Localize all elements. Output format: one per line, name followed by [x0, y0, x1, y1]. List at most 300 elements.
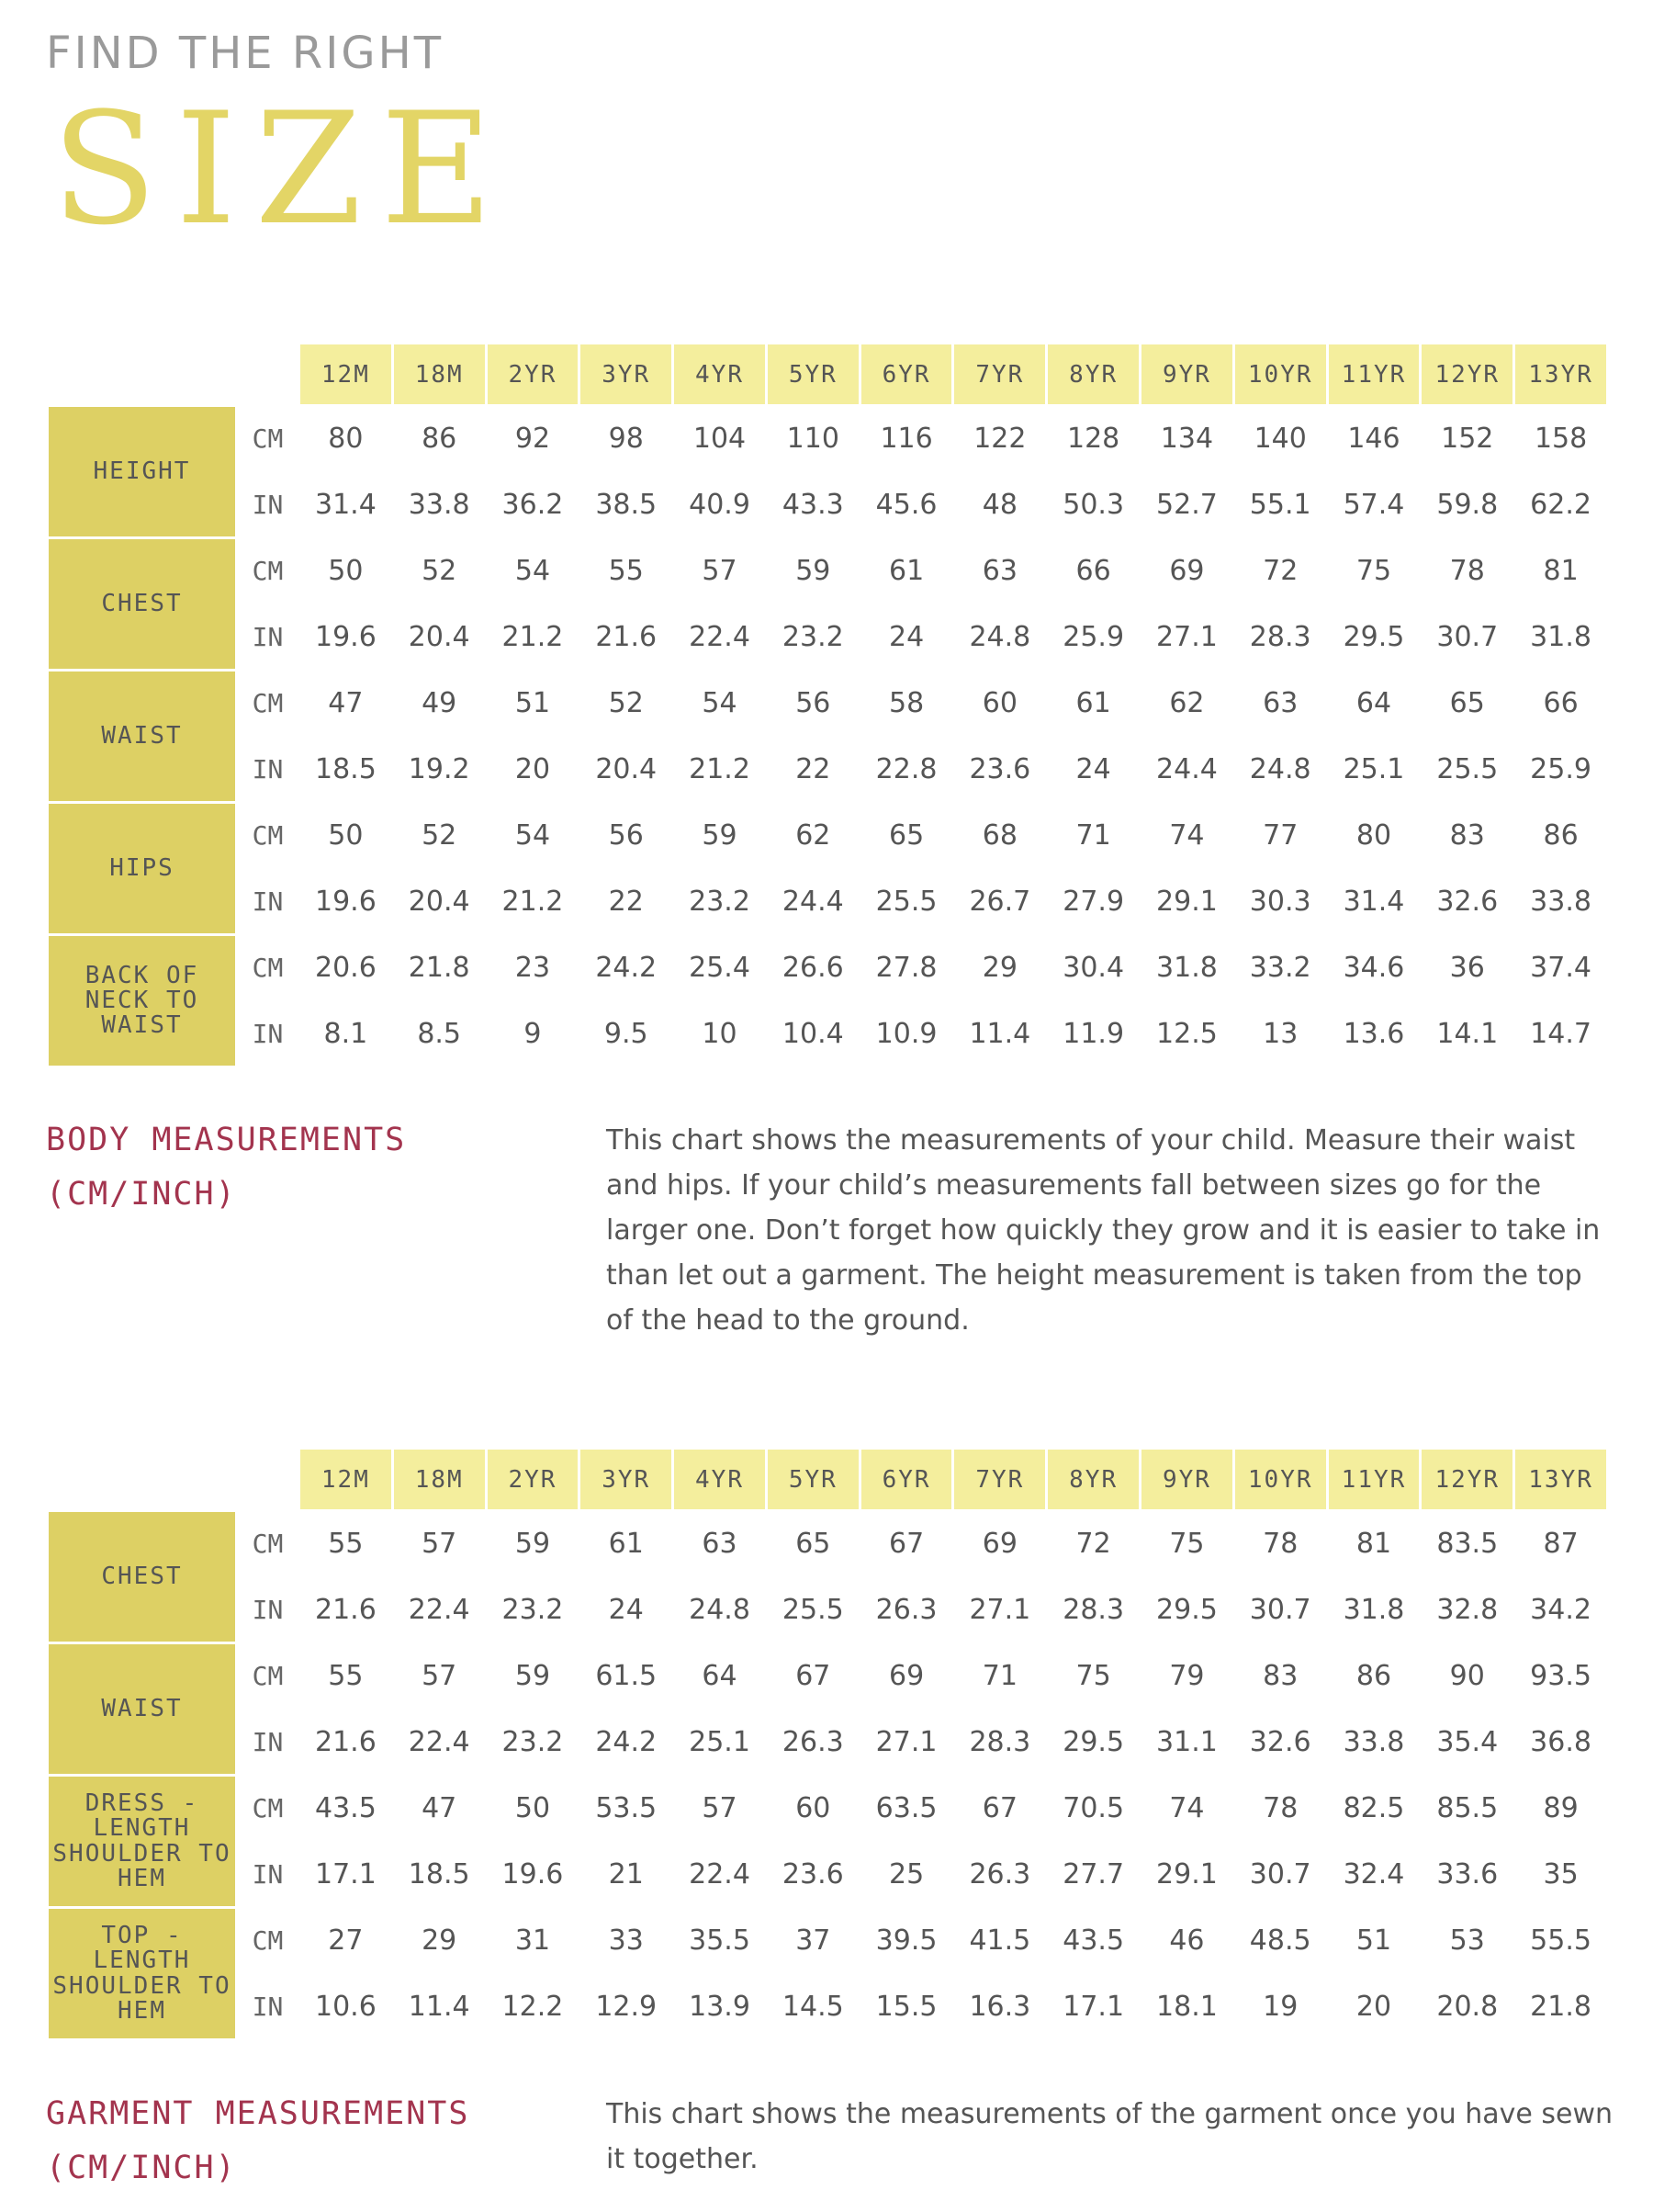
unit-cm: CM [237, 1643, 299, 1710]
size-header-18m: 18M [392, 1449, 486, 1511]
value-cell: 55 [299, 1511, 393, 1577]
unit-in: IN [237, 1001, 299, 1067]
value-cell: 10.6 [299, 1974, 393, 2040]
value-cell: 134 [1141, 406, 1234, 472]
value-cell: 28.3 [1047, 1577, 1141, 1643]
value-cell: 18.5 [392, 1842, 486, 1908]
value-cell: 158 [1514, 406, 1608, 472]
value-cell: 23 [486, 935, 579, 1001]
value-cell: 25 [860, 1842, 953, 1908]
value-cell: 19.6 [486, 1842, 579, 1908]
size-header-9yr: 9YR [1141, 344, 1234, 406]
value-cell: 39.5 [860, 1908, 953, 1974]
value-cell: 71 [953, 1643, 1047, 1710]
value-cell: 90 [1421, 1643, 1514, 1710]
value-cell: 21.6 [579, 604, 673, 671]
value-cell: 63.5 [860, 1776, 953, 1842]
value-cell: 14.5 [766, 1974, 860, 2040]
value-cell: 65 [860, 803, 953, 869]
value-cell: 55 [579, 538, 673, 604]
value-cell: 25.9 [1047, 604, 1141, 671]
value-cell: 59 [766, 538, 860, 604]
value-cell: 23.2 [486, 1577, 579, 1643]
value-cell: 22 [766, 737, 860, 803]
garment-measurements-description: This chart shows the measurements of the garment once you have sewn it together. [606, 2098, 1614, 2175]
unit-cm: CM [237, 1776, 299, 1842]
size-header-18m: 18M [392, 344, 486, 406]
value-cell: 21.8 [392, 935, 486, 1001]
value-cell: 152 [1421, 406, 1514, 472]
value-cell: 20.4 [392, 869, 486, 935]
table-row [48, 869, 1608, 935]
value-cell: 50 [299, 538, 393, 604]
value-cell: 57 [392, 1511, 486, 1577]
value-cell: 52.7 [1141, 472, 1234, 538]
size-header-11yr: 11YR [1327, 344, 1421, 406]
body-title-line1: BODY MEASUREMENTS [46, 1122, 407, 1158]
value-cell: 26.7 [953, 869, 1047, 935]
value-cell: 86 [1327, 1643, 1421, 1710]
value-cell: 30.7 [1233, 1842, 1327, 1908]
value-cell: 24.2 [579, 1710, 673, 1776]
value-cell: 31.1 [1141, 1710, 1234, 1776]
value-cell: 36 [1421, 935, 1514, 1001]
value-cell: 61 [1047, 671, 1141, 737]
size-header-4yr: 4YR [673, 1449, 767, 1511]
value-cell: 86 [392, 406, 486, 472]
garment-measurements-table [46, 1447, 1609, 2041]
value-cell: 92 [486, 406, 579, 472]
body-measurements-title [46, 1113, 406, 1222]
value-cell: 30.4 [1047, 935, 1141, 1001]
value-cell: 24.4 [1141, 737, 1234, 803]
value-cell: 13.9 [673, 1974, 767, 2040]
value-cell: 71 [1047, 803, 1141, 869]
value-cell: 23.6 [953, 737, 1047, 803]
value-cell: 10 [673, 1001, 767, 1067]
value-cell: 21 [579, 1842, 673, 1908]
value-cell: 24.8 [673, 1577, 767, 1643]
value-cell: 57 [673, 1776, 767, 1842]
value-cell: 21.8 [1514, 1974, 1608, 2040]
value-cell: 28.3 [953, 1710, 1047, 1776]
value-cell: 69 [860, 1643, 953, 1710]
value-cell: 83.5 [1421, 1511, 1514, 1577]
value-cell: 48.5 [1233, 1908, 1327, 1974]
value-cell: 43.5 [299, 1776, 393, 1842]
value-cell: 58 [860, 671, 953, 737]
value-cell: 22.4 [673, 604, 767, 671]
value-cell: 27.1 [860, 1710, 953, 1776]
value-cell: 47 [392, 1776, 486, 1842]
table-row [48, 406, 1608, 472]
value-cell: 53.5 [579, 1776, 673, 1842]
row-label-top-length-shoulder-to-hem: TOP - LENGTH SHOULDER TO HEM [48, 1908, 237, 2040]
value-cell: 64 [1327, 671, 1421, 737]
value-cell: 25.9 [1514, 737, 1608, 803]
value-cell: 61 [860, 538, 953, 604]
value-cell: 31.8 [1141, 935, 1234, 1001]
value-cell: 29 [953, 935, 1047, 1001]
value-cell: 34.2 [1514, 1577, 1608, 1643]
value-cell: 26.6 [766, 935, 860, 1001]
value-cell: 78 [1421, 538, 1514, 604]
value-cell: 47 [299, 671, 393, 737]
value-cell: 62 [766, 803, 860, 869]
value-cell: 26.3 [766, 1710, 860, 1776]
table-row [48, 538, 1608, 604]
size-header-12m: 12M [299, 344, 393, 406]
size-header-6yr: 6YR [860, 1449, 953, 1511]
value-cell: 20 [1327, 1974, 1421, 2040]
value-cell: 12.9 [579, 1974, 673, 2040]
value-cell: 29 [392, 1908, 486, 1974]
value-cell: 25.4 [673, 935, 767, 1001]
value-cell: 27.1 [1141, 604, 1234, 671]
value-cell: 32.4 [1327, 1842, 1421, 1908]
value-cell: 27.7 [1047, 1842, 1141, 1908]
value-cell: 59 [486, 1643, 579, 1710]
size-header-6yr: 6YR [860, 344, 953, 406]
value-cell: 24.4 [766, 869, 860, 935]
value-cell: 65 [1421, 671, 1514, 737]
row-label-chest: CHEST [48, 1511, 237, 1643]
unit-in: IN [237, 1974, 299, 2040]
value-cell: 22.4 [392, 1710, 486, 1776]
value-cell: 22 [579, 869, 673, 935]
value-cell: 59 [673, 803, 767, 869]
table-row [48, 1577, 1608, 1643]
value-cell: 27 [299, 1908, 393, 1974]
value-cell: 63 [673, 1511, 767, 1577]
value-cell: 77 [1233, 803, 1327, 869]
value-cell: 33.8 [1327, 1710, 1421, 1776]
value-cell: 50 [486, 1776, 579, 1842]
value-cell: 31.4 [1327, 869, 1421, 935]
table-row [48, 671, 1608, 737]
value-cell: 56 [579, 803, 673, 869]
value-cell: 54 [486, 538, 579, 604]
value-cell: 30.3 [1233, 869, 1327, 935]
value-cell: 29.5 [1141, 1577, 1234, 1643]
value-cell: 11.9 [1047, 1001, 1141, 1067]
value-cell: 23.2 [766, 604, 860, 671]
value-cell: 51 [1327, 1908, 1421, 1974]
value-cell: 15.5 [860, 1974, 953, 2040]
body-title-line2: (CM/INCH) [46, 1176, 237, 1213]
table-row [48, 737, 1608, 803]
table-row [48, 935, 1608, 1001]
value-cell: 85.5 [1421, 1776, 1514, 1842]
value-cell: 29.5 [1327, 604, 1421, 671]
garment-title-line1: GARMENT MEASUREMENTS [46, 2095, 470, 2132]
value-cell: 59 [486, 1511, 579, 1577]
value-cell: 49 [392, 671, 486, 737]
table-row [48, 1908, 1608, 1974]
value-cell: 68 [953, 803, 1047, 869]
value-cell: 21.6 [299, 1710, 393, 1776]
value-cell: 128 [1047, 406, 1141, 472]
value-cell: 75 [1141, 1511, 1234, 1577]
value-cell: 30.7 [1233, 1577, 1327, 1643]
value-cell: 82.5 [1327, 1776, 1421, 1842]
value-cell: 23.6 [766, 1842, 860, 1908]
size-header-10yr: 10YR [1233, 344, 1327, 406]
value-cell: 43.5 [1047, 1908, 1141, 1974]
table-row [48, 604, 1608, 671]
unit-in: IN [237, 1842, 299, 1908]
value-cell: 37.4 [1514, 935, 1608, 1001]
row-label-back-of-neck-to-waist: BACK OF NECK TO WAIST [48, 935, 237, 1067]
value-cell: 27.8 [860, 935, 953, 1001]
value-cell: 52 [579, 671, 673, 737]
size-header-10yr: 10YR [1233, 1449, 1327, 1511]
size-header-8yr: 8YR [1047, 344, 1141, 406]
value-cell: 80 [299, 406, 393, 472]
value-cell: 20.4 [579, 737, 673, 803]
value-cell: 50 [299, 803, 393, 869]
value-cell: 60 [766, 1776, 860, 1842]
value-cell: 31.8 [1514, 604, 1608, 671]
value-cell: 75 [1327, 538, 1421, 604]
value-cell: 25.5 [1421, 737, 1514, 803]
value-cell: 9.5 [579, 1001, 673, 1067]
value-cell: 29.5 [1047, 1710, 1141, 1776]
value-cell: 32.6 [1421, 869, 1514, 935]
value-cell: 29.1 [1141, 869, 1234, 935]
value-cell: 8.1 [299, 1001, 393, 1067]
value-cell: 12.5 [1141, 1001, 1234, 1067]
value-cell: 72 [1233, 538, 1327, 604]
value-cell: 31.4 [299, 472, 393, 538]
size-header-7yr: 7YR [953, 1449, 1047, 1511]
value-cell: 80 [1327, 803, 1421, 869]
size-header-5yr: 5YR [766, 344, 860, 406]
value-cell: 23.2 [673, 869, 767, 935]
header-spacer [48, 1449, 299, 1511]
header-spacer [48, 344, 299, 406]
value-cell: 83 [1421, 803, 1514, 869]
value-cell: 122 [953, 406, 1047, 472]
value-cell: 33.8 [392, 472, 486, 538]
value-cell: 75 [1047, 1643, 1141, 1710]
value-cell: 16.3 [953, 1974, 1047, 2040]
row-label-height: HEIGHT [48, 406, 237, 538]
value-cell: 20.4 [392, 604, 486, 671]
table-row [48, 1842, 1608, 1908]
unit-cm: CM [237, 406, 299, 472]
value-cell: 8.5 [392, 1001, 486, 1067]
value-cell: 89 [1514, 1776, 1608, 1842]
value-cell: 11.4 [392, 1974, 486, 2040]
row-label-waist: WAIST [48, 1643, 237, 1776]
value-cell: 25.1 [1327, 737, 1421, 803]
value-cell: 67 [953, 1776, 1047, 1842]
value-cell: 57 [392, 1643, 486, 1710]
row-label-waist: WAIST [48, 671, 237, 803]
value-cell: 33.6 [1421, 1842, 1514, 1908]
value-cell: 35.5 [673, 1908, 767, 1974]
value-cell: 31.8 [1327, 1577, 1421, 1643]
value-cell: 78 [1233, 1776, 1327, 1842]
garment-measurements-title [46, 2087, 469, 2195]
value-cell: 33.8 [1514, 869, 1608, 935]
size-header-5yr: 5YR [766, 1449, 860, 1511]
value-cell: 67 [860, 1511, 953, 1577]
value-cell: 40.9 [673, 472, 767, 538]
value-cell: 24 [860, 604, 953, 671]
unit-in: IN [237, 1577, 299, 1643]
value-cell: 36.2 [486, 472, 579, 538]
size-header-row [48, 1449, 1608, 1511]
value-cell: 10.9 [860, 1001, 953, 1067]
table-row [48, 1974, 1608, 2040]
value-cell: 28.3 [1233, 604, 1327, 671]
value-cell: 11.4 [953, 1001, 1047, 1067]
value-cell: 12.2 [486, 1974, 579, 2040]
value-cell: 72 [1047, 1511, 1141, 1577]
unit-in: IN [237, 869, 299, 935]
value-cell: 38.5 [579, 472, 673, 538]
value-cell: 24.2 [579, 935, 673, 1001]
value-cell: 55 [299, 1643, 393, 1710]
size-header-12m: 12M [299, 1449, 393, 1511]
value-cell: 14.1 [1421, 1001, 1514, 1067]
value-cell: 19 [1233, 1974, 1327, 2040]
value-cell: 35 [1514, 1842, 1608, 1908]
value-cell: 53 [1421, 1908, 1514, 1974]
value-cell: 33 [579, 1908, 673, 1974]
value-cell: 20 [486, 737, 579, 803]
value-cell: 29.1 [1141, 1842, 1234, 1908]
value-cell: 79 [1141, 1643, 1234, 1710]
value-cell: 78 [1233, 1511, 1327, 1577]
value-cell: 10.4 [766, 1001, 860, 1067]
value-cell: 93.5 [1514, 1643, 1608, 1710]
value-cell: 110 [766, 406, 860, 472]
value-cell: 33.2 [1233, 935, 1327, 1001]
size-header-7yr: 7YR [953, 344, 1047, 406]
value-cell: 19.6 [299, 869, 393, 935]
value-cell: 35.4 [1421, 1710, 1514, 1776]
value-cell: 25.5 [860, 869, 953, 935]
value-cell: 21.2 [673, 737, 767, 803]
value-cell: 81 [1327, 1511, 1421, 1577]
value-cell: 25.5 [766, 1577, 860, 1643]
value-cell: 61 [579, 1511, 673, 1577]
value-cell: 60 [953, 671, 1047, 737]
unit-in: IN [237, 737, 299, 803]
value-cell: 18.5 [299, 737, 393, 803]
value-cell: 23.2 [486, 1710, 579, 1776]
value-cell: 24 [1047, 737, 1141, 803]
value-cell: 26.3 [860, 1577, 953, 1643]
value-cell: 65 [766, 1511, 860, 1577]
value-cell: 61.5 [579, 1643, 673, 1710]
value-cell: 87 [1514, 1511, 1608, 1577]
size-header-13yr: 13YR [1514, 1449, 1608, 1511]
value-cell: 55.1 [1233, 472, 1327, 538]
size-header-2yr: 2YR [486, 344, 579, 406]
value-cell: 14.7 [1514, 1001, 1608, 1067]
value-cell: 70.5 [1047, 1776, 1141, 1842]
unit-cm: CM [237, 1908, 299, 1974]
value-cell: 31 [486, 1908, 579, 1974]
table-row [48, 1710, 1608, 1776]
table-row [48, 1001, 1608, 1067]
value-cell: 116 [860, 406, 953, 472]
page-title: SIZE [51, 79, 512, 259]
unit-in: IN [237, 472, 299, 538]
unit-cm: CM [237, 935, 299, 1001]
value-cell: 62.2 [1514, 472, 1608, 538]
value-cell: 69 [1141, 538, 1234, 604]
value-cell: 22.8 [860, 737, 953, 803]
size-header-8yr: 8YR [1047, 1449, 1141, 1511]
value-cell: 81 [1514, 538, 1608, 604]
value-cell: 51 [486, 671, 579, 737]
unit-in: IN [237, 604, 299, 671]
value-cell: 13 [1233, 1001, 1327, 1067]
table-row [48, 472, 1608, 538]
value-cell: 52 [392, 803, 486, 869]
table-row [48, 1776, 1608, 1842]
row-label-dress-length-shoulder-to-hem: DRESS - LENGTH SHOULDER TO HEM [48, 1776, 237, 1908]
value-cell: 83 [1233, 1643, 1327, 1710]
value-cell: 52 [392, 538, 486, 604]
value-cell: 64 [673, 1643, 767, 1710]
value-cell: 17.1 [299, 1842, 393, 1908]
value-cell: 62 [1141, 671, 1234, 737]
value-cell: 45.6 [860, 472, 953, 538]
value-cell: 67 [766, 1643, 860, 1710]
value-cell: 46 [1141, 1908, 1234, 1974]
size-header-3yr: 3YR [579, 344, 673, 406]
value-cell: 18.1 [1141, 1974, 1234, 2040]
value-cell: 13.6 [1327, 1001, 1421, 1067]
table-row [48, 803, 1608, 869]
size-header-2yr: 2YR [486, 1449, 579, 1511]
value-cell: 24.8 [1233, 737, 1327, 803]
value-cell: 86 [1514, 803, 1608, 869]
body-measurements-description: This chart shows the measurements of your child. Measure their waist and hips. If your child’s measurements fall between sizes go for the larger one. Don’t forget how quickly they grow and it is easier to take in than let out a garment. The height measurement is taken from the top of the head to the ground. [606, 1124, 1601, 1337]
value-cell: 20.6 [299, 935, 393, 1001]
value-cell: 24 [579, 1577, 673, 1643]
value-cell: 69 [953, 1511, 1047, 1577]
value-cell: 30.7 [1421, 604, 1514, 671]
value-cell: 21.2 [486, 869, 579, 935]
value-cell: 9 [486, 1001, 579, 1067]
value-cell: 26.3 [953, 1842, 1047, 1908]
size-header-3yr: 3YR [579, 1449, 673, 1511]
value-cell: 22.4 [673, 1842, 767, 1908]
value-cell: 63 [953, 538, 1047, 604]
value-cell: 54 [673, 671, 767, 737]
size-header-row [48, 344, 1608, 406]
value-cell: 21.2 [486, 604, 579, 671]
size-header-9yr: 9YR [1141, 1449, 1234, 1511]
unit-in: IN [237, 1710, 299, 1776]
size-header-13yr: 13YR [1514, 344, 1608, 406]
value-cell: 59.8 [1421, 472, 1514, 538]
value-cell: 17.1 [1047, 1974, 1141, 2040]
size-header-12yr: 12YR [1421, 344, 1514, 406]
table-row [48, 1511, 1608, 1577]
value-cell: 32.6 [1233, 1710, 1327, 1776]
value-cell: 54 [486, 803, 579, 869]
size-header-11yr: 11YR [1327, 1449, 1421, 1511]
value-cell: 32.8 [1421, 1577, 1514, 1643]
